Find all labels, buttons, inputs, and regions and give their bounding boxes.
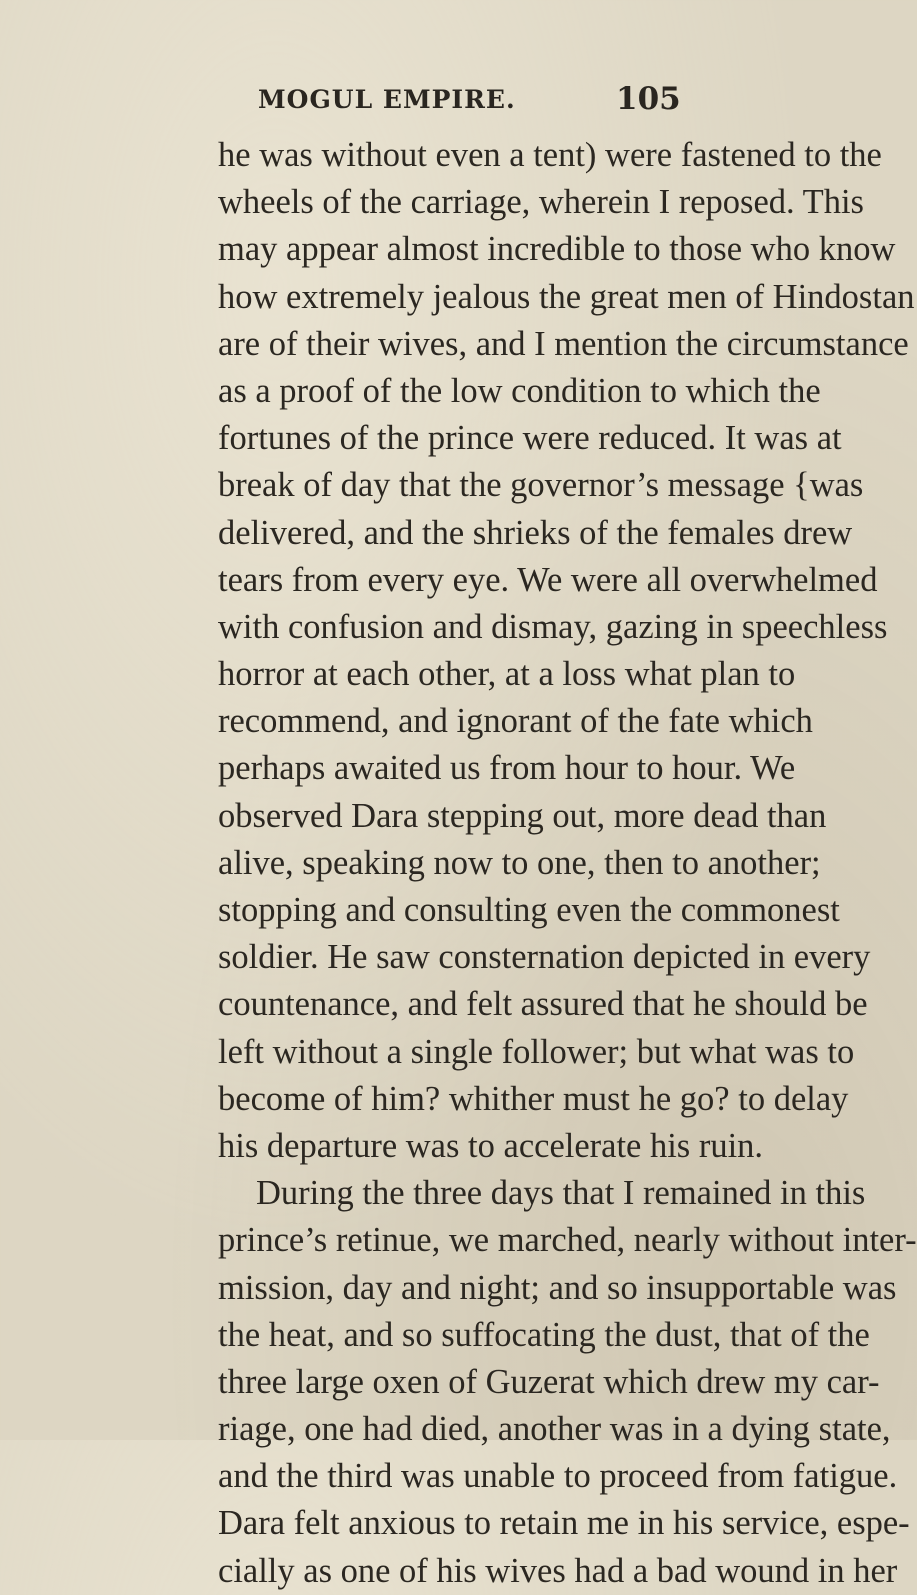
body-text — [218, 132, 917, 1595]
text-line: as a proof of the low condition to which the — [218, 371, 821, 410]
text-line: the heat, and so suffocating the dust, that of the — [218, 1315, 870, 1354]
text-line: cially as one of his wives had a bad wound in her — [218, 1551, 898, 1590]
text-line: stopping and consulting even the commonest — [218, 891, 840, 929]
text-line: become of him? whither must he go? to delay — [218, 1079, 849, 1118]
text-line: perhaps awaited us from hour to hour. We — [218, 749, 796, 788]
text-line: break of day that the governor’s message {was — [218, 466, 864, 505]
paragraph-end-line: his departure was to accelerate his ruin. — [218, 1126, 764, 1165]
text-line: riage, one had died, another was in a dying state, — [218, 1410, 891, 1449]
text-line: may appear almost incredible to those who know — [218, 230, 896, 269]
text-line: three large oxen of Guzerat which drew my car- — [218, 1362, 880, 1401]
text-line: mission, day and night; and so insupportable was — [218, 1268, 897, 1307]
text-line: wheels of the carriage, wherein I reposed. This — [218, 183, 864, 222]
text-line: tears from every eye. We were all overwhelmed — [218, 560, 878, 599]
text-line: Dara felt anxious to retain me in his service, espe- — [218, 1504, 910, 1543]
text-line: left without a single follower; but what was to — [218, 1032, 855, 1071]
text-line: alive, speaking now to one, then to another; — [218, 843, 821, 882]
running-title: MOGUL EMPIRE. — [258, 85, 516, 114]
text-line: countenance, and felt assured that he should be — [218, 985, 868, 1024]
running-head — [0, 80, 800, 120]
paragraph-start-line: During the three days that I remained in this — [256, 1174, 866, 1213]
page-number: 105 — [616, 81, 681, 117]
text-line: and the third was unable to proceed from fatigue. — [218, 1457, 898, 1496]
text-line: prince’s retinue, we marched, nearly without inter- — [218, 1221, 917, 1260]
text-line: delivered, and the shrieks of the females drew — [218, 513, 853, 552]
text-line: how extremely jealous the great men of Hindostan — [218, 277, 915, 316]
text-line: soldier. He saw consternation depicted in every — [218, 938, 871, 977]
text-line: recommend, and ignorant of the fate which — [218, 702, 813, 741]
text-line: with confusion and dismay, gazing in speechless — [218, 607, 888, 646]
text-line: horror at each other, at a loss what plan to — [218, 655, 796, 694]
text-line: observed Dara stepping out, more dead than — [218, 796, 827, 835]
text-line: are of their wives, and I mention the circumstance — [218, 324, 909, 363]
text-line: he was without even a tent) were fastened to the — [218, 136, 882, 174]
text-line: fortunes of the prince were reduced. It was at — [218, 419, 842, 458]
